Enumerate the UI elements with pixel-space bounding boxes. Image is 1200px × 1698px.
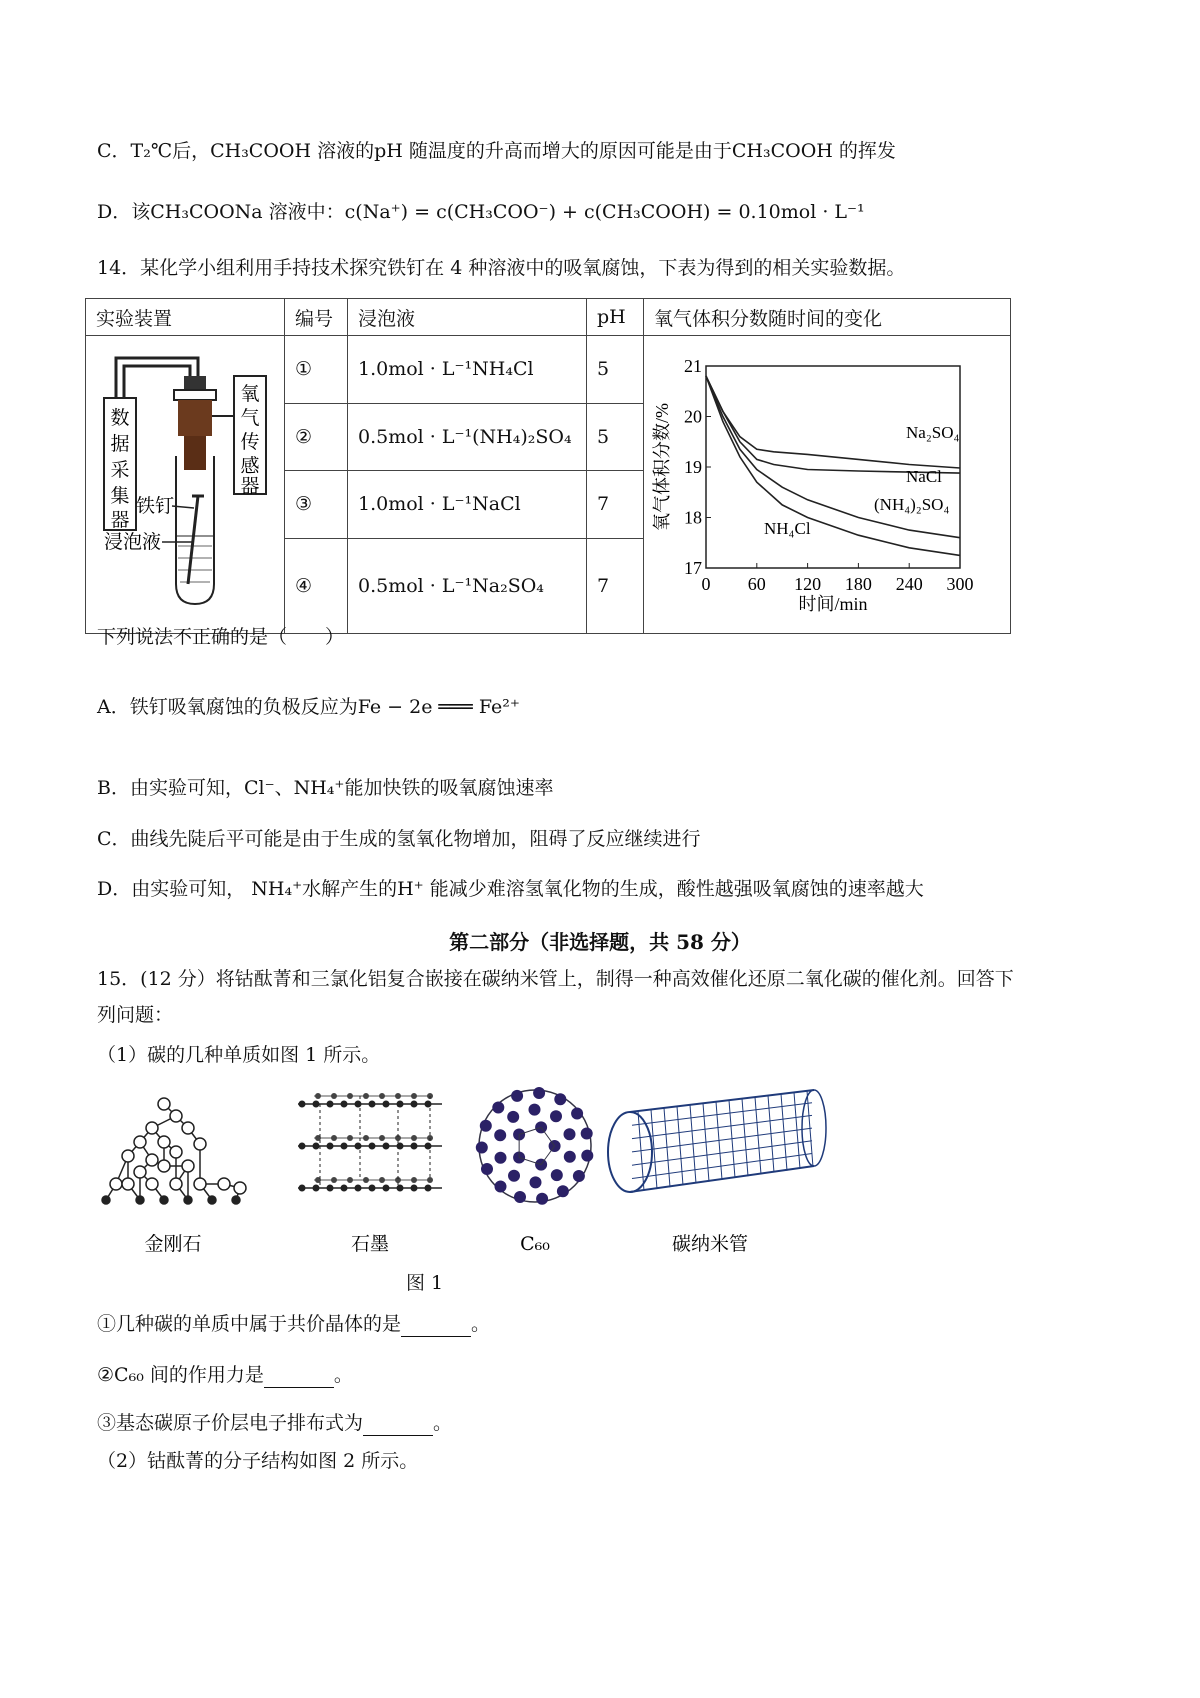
x-tick-label: 60 xyxy=(747,574,766,594)
atom xyxy=(158,1160,170,1172)
graphite-atom xyxy=(313,1143,320,1150)
nanotube-structure xyxy=(608,1090,826,1192)
q15-s2 xyxy=(97,1362,353,1388)
x-tick-label: 120 xyxy=(794,574,822,594)
q15-stem-line1: 15．(12 分）将钴酞菁和三氯化铝复合嵌接在碳纳米管上，制得一种高效催化还原二氧化碳的催化剂。回答下 xyxy=(97,968,1014,990)
c60-atom xyxy=(495,1181,507,1193)
graphite-atom xyxy=(383,1185,390,1192)
c60-atom xyxy=(573,1170,585,1182)
collector-char-2: 据 xyxy=(110,433,130,455)
sensor-label xyxy=(240,383,259,497)
atom xyxy=(182,1160,194,1172)
liquid-label: 浸泡液 xyxy=(104,531,162,553)
row-id: ④ xyxy=(285,538,348,633)
figure1-caption: 图 1 xyxy=(406,1272,444,1294)
sensor-char-1: 氧 xyxy=(240,383,260,405)
c60-bond xyxy=(541,1127,555,1146)
header-apparatus: 实验装置 xyxy=(86,299,285,336)
x-tick-label: 300 xyxy=(946,574,974,594)
graphite-atom xyxy=(327,1143,334,1150)
row-ph: 7 xyxy=(587,471,644,539)
q13-option-c: C．T₂℃后，CH₃COOH 溶液的pH 随温度的升高而增大的原因可能是由于CH₃COOH 的挥发 xyxy=(97,140,896,162)
q15-sub2: （2）钴酞菁的分子结构如图 2 所示。 xyxy=(97,1450,419,1472)
c60-atom xyxy=(480,1120,492,1132)
y-axis-label: 氧气体积分数/% xyxy=(652,403,672,531)
c60-atom xyxy=(511,1090,523,1102)
row-id: ① xyxy=(285,336,348,404)
sensor-collar xyxy=(174,390,216,400)
s1-end: 。 xyxy=(471,1313,491,1335)
atom xyxy=(146,1178,158,1190)
carbon-allotropes-figure xyxy=(98,1084,838,1274)
graphite-atom xyxy=(331,1177,337,1183)
atom xyxy=(194,1138,206,1150)
graphite-atom xyxy=(347,1135,353,1141)
atom xyxy=(158,1098,170,1110)
c60-atom xyxy=(581,1128,593,1140)
graphite-atom xyxy=(299,1185,306,1192)
c60-atom xyxy=(557,1185,569,1197)
c60-atom xyxy=(564,1151,576,1163)
q15-s1 xyxy=(97,1311,490,1337)
c60-structure xyxy=(476,1087,594,1205)
graphite-atom xyxy=(355,1185,362,1192)
part2-title: 第二部分（非选择题，共 58 分） xyxy=(449,930,751,954)
atom xyxy=(218,1178,230,1190)
q14-stem: 14．某化学小组利用手持技术探究铁钉在 4 种溶液中的吸氧腐蚀，下表为得到的相关实验数据。 xyxy=(97,257,906,279)
graphite-atom xyxy=(327,1185,334,1192)
atom xyxy=(170,1146,182,1158)
graphite-atom xyxy=(411,1093,417,1099)
atom xyxy=(122,1150,134,1162)
nail-label: 铁钉 xyxy=(136,495,175,517)
atom xyxy=(122,1178,134,1190)
label-diamond: 金刚石 xyxy=(144,1233,202,1255)
answer-blank-2[interactable] xyxy=(264,1367,334,1388)
x-axis-label: 时间/min xyxy=(798,594,868,614)
c60-atom xyxy=(581,1150,593,1162)
sensor-char-2: 气 xyxy=(240,407,260,429)
graphite-atom xyxy=(341,1185,348,1192)
sensor-probe xyxy=(184,436,206,470)
c60-atom xyxy=(481,1163,493,1175)
c60-atom xyxy=(536,1193,548,1205)
chart-cell xyxy=(644,336,1011,634)
q14-option-d: D．由实验可知， NH₄⁺水解产生的H⁺ 能减少难溶氢氧化物的生成，酸性越强吸氧腐蚀的速率越大 xyxy=(97,878,924,900)
series-label: Na₂SO₄ xyxy=(906,423,960,442)
c60-atom xyxy=(550,1110,562,1122)
tube-lattice xyxy=(632,1103,812,1126)
diamond-structure xyxy=(102,1098,246,1204)
sensor-body xyxy=(178,400,212,436)
graphite-atom xyxy=(379,1135,385,1141)
answer-blank-1[interactable] xyxy=(401,1316,471,1337)
q13-option-d: D．该CH₃COONa 溶液中：c(Na⁺) = c(CH₃COO⁻) + c(CH₃COOH) = 0.10mol · L⁻¹ xyxy=(97,201,865,223)
s3-end: 。 xyxy=(433,1412,453,1434)
row-solution: 0.5mol · L⁻¹Na₂SO₄ xyxy=(348,538,587,633)
q15-sub1: （1）碳的几种单质如图 1 所示。 xyxy=(97,1044,381,1066)
sensor-cap xyxy=(184,376,206,390)
c60-atom xyxy=(514,1191,526,1203)
s1-text: ①几种碳的单质中属于共价晶体的是 xyxy=(97,1313,402,1335)
graphite-atom xyxy=(331,1093,337,1099)
tube-lattice xyxy=(632,1115,812,1138)
experiment-table xyxy=(85,298,1011,634)
atom xyxy=(110,1178,122,1190)
answer-blank-3[interactable] xyxy=(363,1415,433,1436)
q15-stem-line2: 列问题： xyxy=(97,1004,174,1026)
tube-edge-top xyxy=(630,1090,814,1112)
graphite-atom xyxy=(313,1185,320,1192)
collector-label xyxy=(110,407,129,531)
graphite-atom xyxy=(347,1177,353,1183)
header-o2-change: 氧气体积分数随时间的变化 xyxy=(644,299,1011,336)
atom xyxy=(208,1196,216,1204)
q15-s3 xyxy=(97,1410,452,1436)
graphite-atom xyxy=(379,1177,385,1183)
graphite-atom xyxy=(411,1101,418,1108)
label-nanotube: 碳纳米管 xyxy=(671,1233,749,1255)
c60-atom xyxy=(533,1087,545,1099)
graphite-atom xyxy=(395,1093,401,1099)
graphite-atom xyxy=(363,1177,369,1183)
sensor-char-3: 传 xyxy=(240,431,260,453)
atom xyxy=(146,1122,158,1134)
y-tick-label: 18 xyxy=(684,507,702,528)
c60-atom xyxy=(530,1176,542,1188)
c60-atom xyxy=(554,1093,566,1105)
row-ph: 5 xyxy=(587,336,644,404)
graphite-atom xyxy=(363,1135,369,1141)
y-tick-label: 20 xyxy=(684,406,702,427)
row-solution: 1.0mol · L⁻¹NH₄Cl xyxy=(348,336,587,404)
graphite-atom xyxy=(425,1185,432,1192)
row-ph: 7 xyxy=(587,538,644,633)
sensor-char-4: 感 xyxy=(240,455,260,477)
x-tick-label: 0 xyxy=(701,574,711,594)
atom xyxy=(232,1196,240,1204)
row-id: ③ xyxy=(285,471,348,539)
graphite-atom xyxy=(397,1185,404,1192)
sensor-char-5: 器 xyxy=(240,475,260,497)
graphite-atom xyxy=(379,1093,385,1099)
s3-text: ③基态碳原子价层电子排布式为 xyxy=(97,1412,364,1434)
x-tick-label: 180 xyxy=(844,574,872,594)
o2-chart xyxy=(644,336,1010,626)
c60-atom xyxy=(507,1111,519,1123)
s2-end: 。 xyxy=(333,1364,353,1386)
atom xyxy=(234,1182,246,1194)
row-id: ② xyxy=(285,403,348,471)
graphite-atom xyxy=(341,1101,348,1108)
q14-option-b: B．由实验可知，Cl⁻、NH₄⁺能加快铁的吸氧腐蚀速率 xyxy=(97,777,554,799)
graphite-structure xyxy=(298,1093,442,1192)
q14-question: 下列说法不正确的是（ ） xyxy=(97,626,345,648)
iron-nail xyxy=(188,496,198,584)
graphite-atom xyxy=(313,1101,320,1108)
c60-atom xyxy=(495,1152,507,1164)
graphite-atom xyxy=(411,1135,417,1141)
atom xyxy=(170,1178,182,1190)
graphite-atom xyxy=(411,1143,418,1150)
atom xyxy=(134,1136,146,1148)
graphite-atom xyxy=(383,1101,390,1108)
apparatus-diagram xyxy=(86,336,284,628)
graphite-atom xyxy=(331,1135,337,1141)
atom xyxy=(170,1110,182,1122)
label-graphite: 石墨 xyxy=(350,1233,390,1255)
tube-lattice xyxy=(632,1141,812,1165)
s2-text: ②C₆₀ 间的作用力是 xyxy=(97,1364,264,1386)
graphite-atom xyxy=(383,1143,390,1150)
atom xyxy=(134,1166,146,1178)
atom xyxy=(158,1136,170,1148)
atom xyxy=(146,1154,158,1166)
row-solution: 1.0mol · L⁻¹NaCl xyxy=(348,471,587,539)
graphite-atom xyxy=(411,1177,417,1183)
graphite-atom xyxy=(299,1143,306,1150)
y-tick-label: 19 xyxy=(684,457,702,477)
series-label: NaCl xyxy=(906,467,942,486)
graphite-atom xyxy=(341,1143,348,1150)
series-label: NH₄Cl xyxy=(764,519,811,538)
header-solution: 浸泡液 xyxy=(348,299,587,336)
x-tick-label: 240 xyxy=(895,574,923,594)
c60-atom xyxy=(476,1142,488,1154)
y-tick-label: 17 xyxy=(684,558,702,578)
header-number: 编号 xyxy=(285,299,348,336)
c60-atom xyxy=(529,1104,541,1116)
graphite-atom xyxy=(315,1093,321,1099)
header-ph: pH xyxy=(587,299,644,336)
row-solution: 0.5mol · L⁻¹(NH₄)₂SO₄ xyxy=(348,403,587,471)
c60-atom xyxy=(564,1128,576,1140)
table-row xyxy=(86,336,1011,404)
collector-char-3: 采 xyxy=(110,459,130,481)
atom xyxy=(194,1178,206,1190)
c60-bond xyxy=(541,1146,555,1165)
graphite-atom xyxy=(411,1185,418,1192)
atom xyxy=(102,1196,110,1204)
atom xyxy=(182,1122,194,1134)
graphite-atom xyxy=(369,1101,376,1108)
c60-atom xyxy=(508,1170,520,1182)
atom xyxy=(160,1196,168,1204)
graphite-atom xyxy=(369,1185,376,1192)
label-c60: C₆₀ xyxy=(520,1233,550,1255)
atom xyxy=(184,1196,192,1204)
graphite-atom xyxy=(347,1093,353,1099)
collector-char-1: 数 xyxy=(110,407,130,429)
c60-atom xyxy=(551,1169,563,1181)
atom xyxy=(136,1196,144,1204)
row-ph: 5 xyxy=(587,403,644,471)
graphite-atom xyxy=(299,1101,306,1108)
graphite-atom xyxy=(327,1101,334,1108)
y-tick-label: 21 xyxy=(684,356,702,376)
table-header-row xyxy=(86,299,1011,336)
q14-option-a: A．铁钉吸氧腐蚀的负极反应为Fe − 2e ═══ Fe²⁺ xyxy=(97,696,520,718)
collector-char-5: 器 xyxy=(110,509,130,531)
q14-option-c: C．曲线先陡后平可能是由于生成的氢氧化物增加，阻碍了反应继续进行 xyxy=(97,828,701,850)
c60-atom xyxy=(492,1102,504,1114)
graphite-atom xyxy=(369,1143,376,1150)
graphite-atom xyxy=(363,1093,369,1099)
apparatus-cell xyxy=(86,336,285,634)
collector-char-4: 集 xyxy=(110,485,130,507)
c60-atom xyxy=(571,1108,583,1120)
c60-atom xyxy=(494,1129,506,1141)
series-label: (NH₄)₂SO₄ xyxy=(874,495,950,514)
